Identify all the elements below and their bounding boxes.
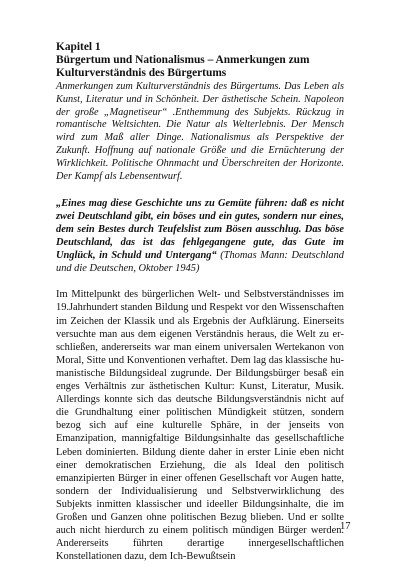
chapter-title: Bürgertum und Nationalismus – Anmerkungen zum Kulturverständnis des Bürgertums: [56, 54, 310, 79]
chapter-abstract: Anmerkungen zum Kulturverständnis des Bürgertums. Das Leben als Kunst, Literatur und in Schönheit. Der ästhetische Schein. Napoleon der große „Magnetiseur“ .Enthemmung des Subjekts. Rückzug in romantische Weltsichten. Die Natur als Welterlebnis. Der Mensch wird zum Maß aller Dinge. Nationalismus als Perspektive der Zukunft. Hoffnung auf nationale Größe und die Ernüchterung der Wirklichkeit. Politische Ohnmacht und Überschreiten der Horizonte. Der Kampf als Lebensentwurf.: [56, 81, 344, 182]
epigraph-source: (Thomas Mann: Deutschland und die Deutschen, Oktober 1945): [56, 250, 344, 275]
chapter-number: Kapitel 1: [56, 41, 101, 53]
epigraph-text: „Eines mag diese Geschichte uns zu Gemüte führen: daß es nicht zwei Deutschland gibt, ein böses und ein gutes, sondern nur eines, dem sein Bestes durch Teufelslist zum Bösen ausschlug. Das böse Deutschland, das ist das fehlgegangene gute, das Gute im Unglück, in Schuld und Untergang“: [56, 198, 344, 262]
body-paragraph: Im Mittelpunkt des bürgerlichen Welt- und Selbstverständnisses im 19.Jahrhundert standen Bildung und Respekt vor den Wissenschaften im Zeichen der Klassik und als Ergebnis der Aufklärung. Einerseits versuchte man aus dem eigenen Verständnis heraus, die Welt zu erschließen, andererseits war man einem universalen Wertekanon von Moral, Sitte und Konventionen verhaftet. Dem lag das klassische humanistische Bildungsideal zugrunde. Der Bildungsbürger besaß ein enges Verhältnis zur ästhetischen Kultur: Kunst, Literatur, Musik. Allerdings konnte sich das deutsche Bildungsverständnis nicht auf die Grundhaltung einer politischen Mündigkeit stützen, sondern bezog sich auf eine kulturelle Sphäre, in der jenseits von Emanzipation, mannigfaltige Bildungsinhalte das gesellschaftliche Leben dominierten. Bildung diente daher in erster Linie eben nicht einer demokratischen Erziehung, die als Ideal den politisch emanzipierten Bürger in einer offenen Gesellschaft vor Augen hatte, sondern der Individualisierung und Selbstverwirklichung des Subjekts inmitten klassischer und ideeller Bildungsinhalte, die im Großen und Ganzen ohne politischen Bezug blieben. Und er sollte auch nicht hierdurch zu einem politisch mündigen Bürger werden. Andererseits führten derartige innergesellschaftlichen Konstellationen dazu, dem Ich-Bewußtsein: [56, 289, 344, 563]
page-number: 17: [340, 521, 351, 532]
epigraph: [56, 197, 344, 275]
book-page: [56, 40, 344, 563]
